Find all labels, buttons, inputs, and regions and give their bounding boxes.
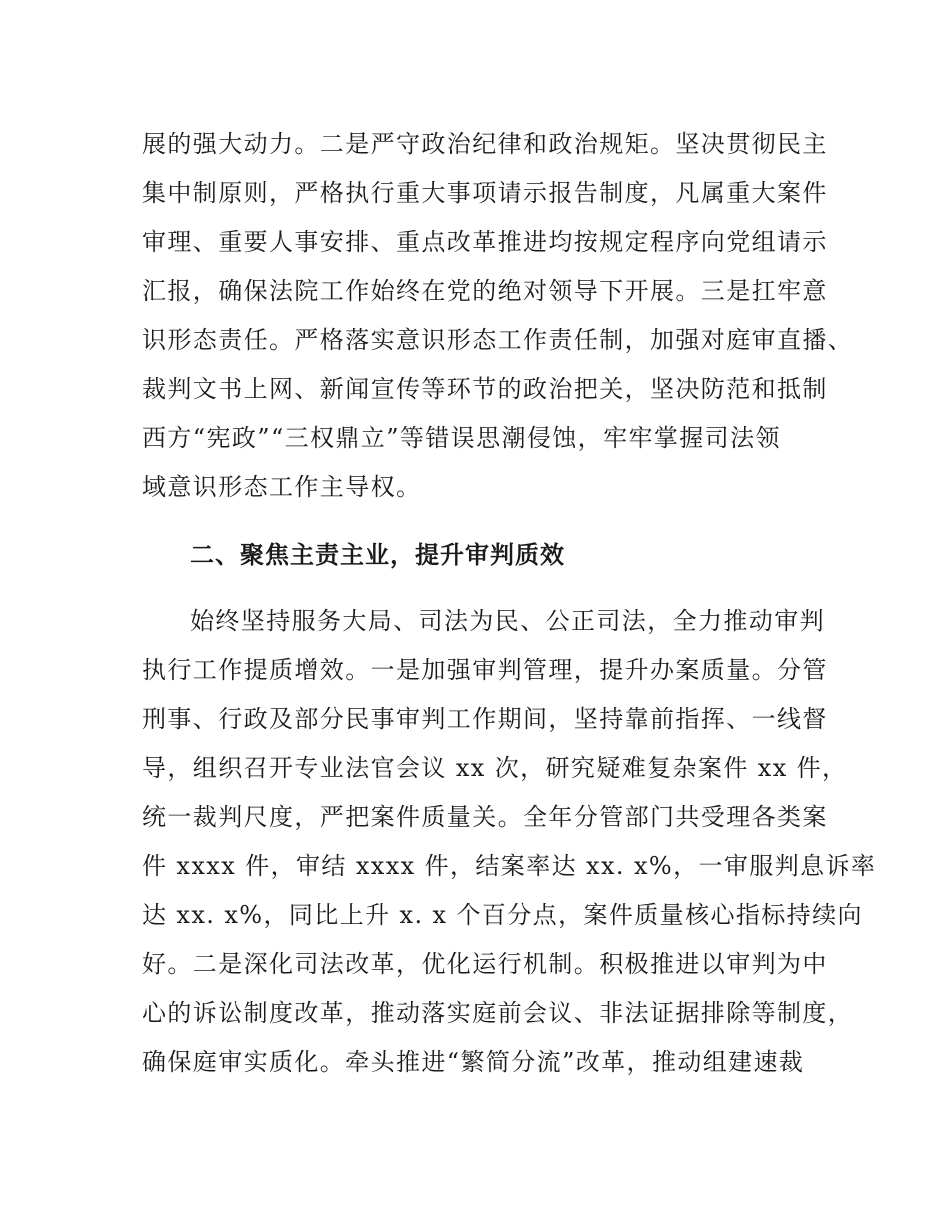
paragraph-1-line-4: 汇报，确保法院工作始终在党的绝对领导下开展。三是扛牢意: [142, 277, 828, 305]
paragraph-2-line-1: 始终坚持服务大局、司法为民、公正司法，全力推动审判: [190, 607, 825, 635]
paragraph-2-line-8: 好。二是深化司法改革，优化运行机制。积极推进以审判为中: [142, 950, 828, 978]
paragraph-1-line-3: 审理、重要人事安排、重点改革推进均按规定程序向党组请示: [142, 228, 828, 256]
section-heading: 二、聚焦主责主业，提升审判质效: [190, 541, 565, 569]
paragraph-1-line-6: 裁判文书上网、新闻宣传等环节的政治把关，坚决防范和抵制: [142, 375, 828, 403]
paragraph-2-line-6: 件 xxxx 件，审结 xxxx 件，结案率达 xx. x%，一审服判息诉率: [142, 852, 877, 880]
paragraph-1-line-7: 西方“宪政”“三权鼎立”等错误思潮侵蚀，牢牢掌握司法领: [142, 424, 781, 452]
paragraph-2-line-7: 达 xx. x%，同比上升 x. x 个百分点，案件质量核心指标持续向: [142, 901, 863, 929]
paragraph-2-line-9: 心的诉讼制度改革，推动落实庭前会议、非法证据排除等制度，: [142, 999, 854, 1027]
paragraph-1-line-1: 展的强大动力。二是严守政治纪律和政治规矩。坚决贯彻民主: [142, 130, 828, 158]
paragraph-2-line-3: 刑事、行政及部分民事审判工作期间，坚持靠前指挥、一线督: [142, 705, 828, 733]
paragraph-2-line-5: 统一裁判尺度，严把案件质量关。全年分管部门共受理各类案: [142, 803, 828, 831]
paragraph-2-line-2: 执行工作提质增效。一是加强审判管理，提升办案质量。分管: [142, 656, 828, 684]
paragraph-2-line-4: 导，组织召开专业法官会议 xx 次，研究疑难复杂案件 xx 件，: [142, 754, 848, 782]
paragraph-1-line-2: 集中制原则，严格执行重大事项请示报告制度，凡属重大案件: [142, 179, 828, 207]
paragraph-2-line-10: 确保庭审实质化。牵头推进“繁简分流”改革，推动组建速裁: [142, 1048, 805, 1076]
paragraph-1-line-8: 域意识形态工作主导权。: [142, 473, 422, 501]
paragraph-1-line-5: 识形态责任。严格落实意识形态工作责任制，加强对庭审直播、: [142, 326, 854, 354]
